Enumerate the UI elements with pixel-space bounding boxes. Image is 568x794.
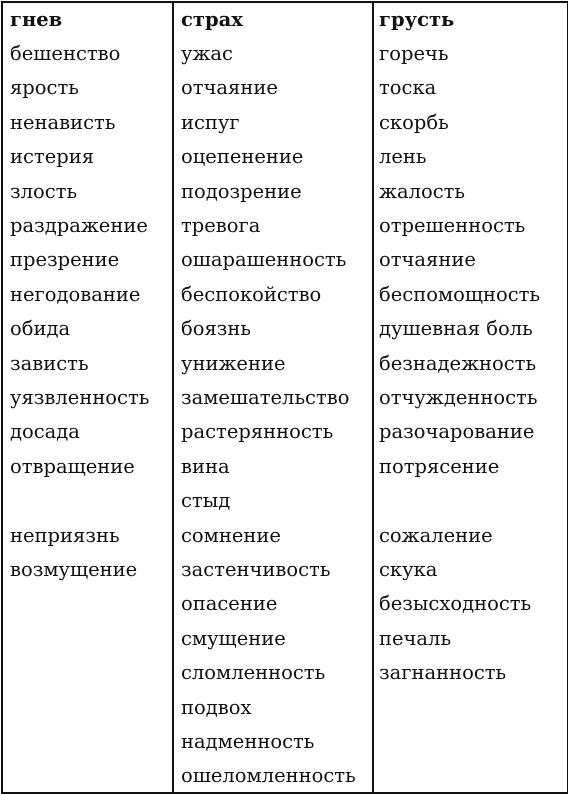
column-sadness (372, 3, 567, 792)
list-item: раздражение (10, 214, 148, 237)
list-item: тревога (181, 214, 261, 237)
list-item: отрешенность (379, 214, 526, 237)
column-fear (172, 3, 374, 792)
list-item: опасение (181, 592, 278, 616)
list-item: обида (10, 317, 71, 341)
list-item: ужас (181, 42, 233, 65)
list-item: отчужденность (379, 386, 538, 409)
list-item: потрясение (379, 454, 500, 478)
list-item: злость (10, 179, 78, 203)
list-item: горечь (379, 42, 449, 65)
list-item: зависть (10, 351, 89, 375)
list-item: отвращение (10, 454, 135, 478)
list-item: уязвленность (10, 386, 150, 409)
list-item: ненависть (10, 110, 116, 134)
list-item: негодование (10, 282, 141, 306)
column-header-fear: страх (181, 8, 243, 31)
list-item: отчаяние (181, 76, 278, 100)
list-item: растерянность (181, 420, 334, 444)
list-item: безысходность (379, 592, 532, 616)
list-item: беспокойство (181, 282, 322, 306)
list-item: презрение (10, 248, 120, 272)
list-item: смущение (181, 626, 286, 650)
list-item: ошарашенность (181, 248, 347, 272)
list-item: досада (10, 420, 80, 444)
list-item: подвох (181, 695, 252, 719)
list-item: сомнение (181, 523, 281, 547)
list-item: надменность (181, 730, 315, 753)
list-item: истерия (10, 145, 95, 169)
list-item: ярость (10, 76, 79, 100)
list-item: разочарование (379, 420, 535, 444)
list-item: застенчивость (181, 558, 331, 581)
list-item: испуг (181, 110, 240, 134)
list-item: тоска (379, 76, 437, 100)
list-item: неприязнь (10, 523, 120, 547)
list-item: оцепенение (181, 145, 304, 169)
list-item: печаль (379, 626, 452, 650)
list-item: стыд (181, 489, 231, 513)
column-header-anger: гнев (10, 8, 63, 31)
emotions-table (1, 1, 568, 794)
list-item: возмущение (10, 558, 138, 581)
column-header-sadness: грусть (379, 8, 455, 31)
list-item: боязнь (181, 317, 252, 341)
list-item: бешенство (10, 42, 121, 65)
list-item: жалость (379, 179, 466, 203)
list-item: отчаяние (379, 248, 476, 272)
list-item: лень (379, 145, 427, 169)
list-item: сожаление (379, 523, 493, 547)
list-item: скука (379, 558, 438, 581)
list-item: подозрение (181, 179, 302, 203)
list-item: замешательство (181, 386, 350, 409)
list-item: душевная боль (379, 317, 533, 341)
list-item: вина (181, 454, 230, 478)
column-anger (3, 3, 170, 792)
list-item: загнанность (379, 661, 507, 685)
list-item: скорбь (379, 110, 449, 134)
list-item: беспомощность (379, 282, 541, 306)
list-item: ошеломленность (181, 764, 356, 788)
list-item: безнадежность (379, 351, 537, 375)
list-item: унижение (181, 351, 286, 375)
list-item: сломленность (181, 661, 326, 685)
